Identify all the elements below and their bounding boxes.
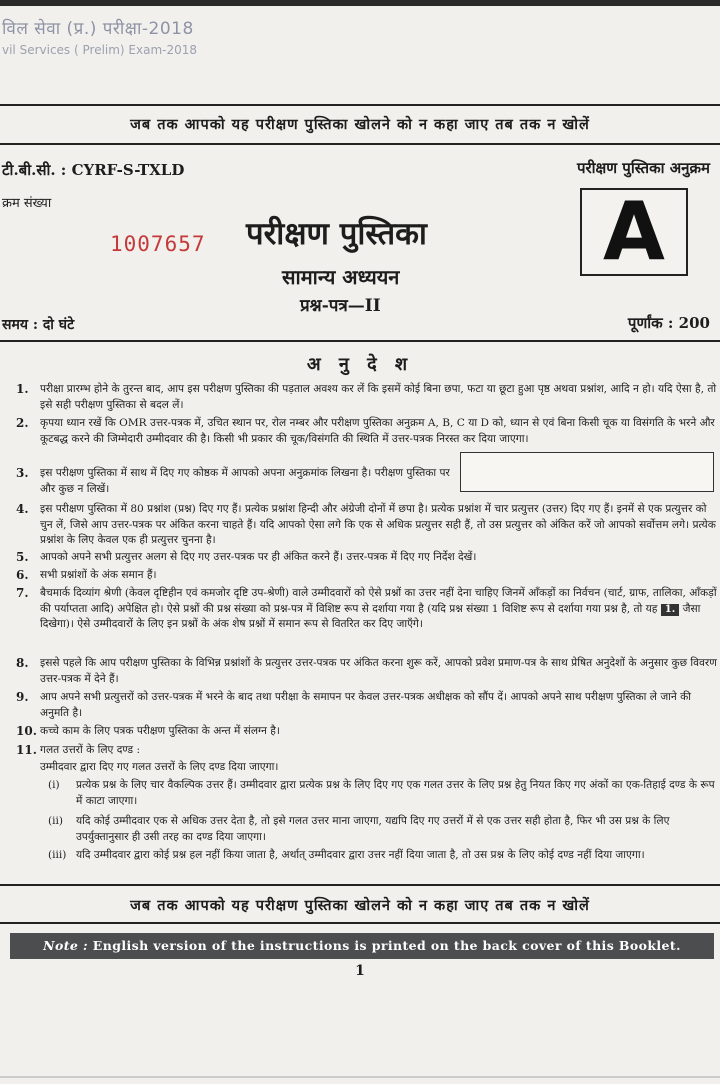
penalty-text: प्रत्येक प्रश्न के लिए चार वैकल्पिक उत्तर हैं। उम्मीदवार द्वारा प्रत्येक प्रश्न के लिए दिए गए एक गलत उत्तर के लिए प्रश्न हेतु नियत किए गए अंकों का एक-तिहाई दण्ड के रूप में काटा जाएगा। xyxy=(76,779,715,807)
booklet-title: परीक्षण पुस्तिका xyxy=(246,216,427,252)
stamp-line-2: vil Services ( Prelim) Exam-2018 xyxy=(2,43,198,57)
instruction-text: इस परीक्षण पुस्तिका में 80 प्रश्नांश (प्रश्न) दिए गए हैं। प्रत्येक प्रश्नांश हिन्दी और अंग्रेजी दोनों में छपा है। प्रत्येक प्रश्नांश में चार प्रत्युत्तर (उत्तर) दिए गए हैं। इनमें से एक प्रत्युत्तर को चुन लें, जिसे आप उत्तर-पत्रक पर अंकित करना चाहते हैं। यदि आपको ऐसा लगे कि एक से अधिक प्रत्युत्तर सही हैं, तो उस प्रत्युत्तर को अंकित करें जो आपको सर्वोत्तम लगे। प्रत्येक प्रश्नांश के लिए केवल एक ही प्रत्युत्तर चुनना है। xyxy=(40,503,716,547)
instruction-text-part: जैसा दिखेगा)। ऐसे उम्मीदवारों के लिए इन प्रश्नों के अंक शेष प्रश्नों में समान रूप से वितरित कर दिए जाएँगे। xyxy=(40,602,701,631)
penalty-number: (ii) xyxy=(48,815,64,827)
note-label: Note : xyxy=(43,938,89,953)
instruction-text xyxy=(40,586,718,633)
penalty-item xyxy=(48,778,718,809)
instruction-number: 4. xyxy=(16,502,29,516)
divider-warning-bottom xyxy=(0,922,720,924)
paper-title: प्रश्न-पत्र—II xyxy=(300,296,381,316)
english-note-banner xyxy=(10,933,714,959)
instruction-text: इससे पहले कि आप परीक्षण पुस्तिका के विभिन्न प्रश्नांशों के प्रत्युत्तर उत्तर-पत्रक पर अंकित करना शुरू करें, आपको प्रवेश प्रमाण-पत्र के साथ प्रेषित अनुदेशों के अनुसार कुछ विवरण उत्तर-पत्रक में देने हैं। xyxy=(40,657,717,685)
divider-top xyxy=(0,104,720,106)
subject-title: सामान्य अध्ययन xyxy=(282,265,400,289)
roll-number-box[interactable] xyxy=(460,452,714,492)
instruction-item xyxy=(16,690,718,721)
instruction-number: 7. xyxy=(16,586,29,600)
instruction-number: 9. xyxy=(16,690,29,704)
exam-stamp xyxy=(2,16,197,57)
instruction-text: परीक्षा प्रारम्भ होने के तुरन्त बाद, आप इस परीक्षण पुस्तिका की पड़ताल अवश्य कर लें कि इसमें कोई बिना छपा, फटा या छूटा हुआ पृष्ठ अथवा प्रश्नांश, आदि न हो। यदि ऐसा है, तो इसे सही परीक्षण पुस्तिका से बदल लें। xyxy=(40,383,717,411)
warning-top: जब तक आपको यह परीक्षण पुस्तिका खोलने को न कहा जाए तब तक न खोलें xyxy=(130,116,590,133)
instruction-item xyxy=(16,550,718,566)
penalty-number: (i) xyxy=(48,779,60,791)
penalty-text: यदि उम्मीदवार द्वारा कोई प्रश्न हल नहीं किया जाता है, अर्थात् उम्मीदवार द्वारा उत्तर नहीं दिया जाता है, तो उस प्रश्न के लिए कोई दण्ड नहीं दिया जाएगा। xyxy=(76,849,645,861)
instruction-item xyxy=(16,743,718,759)
instruction-item xyxy=(16,586,718,633)
instruction-number: 11. xyxy=(16,743,37,757)
instruction-text: इस परीक्षण पुस्तिका में साथ में दिए गए कोष्ठक में आपको अपना अनुक्रमांक लिखना है। परीक्षण पुस्तिका पर और कुछ न लिखें। xyxy=(40,467,450,495)
series-letter: A xyxy=(603,185,665,278)
instruction-text: आपको अपने सभी प्रत्युत्तर अलग से दिए गए उत्तर-पत्रक पर ही अंकित करने हैं। उत्तर-पत्रक में दिए गए निर्देश देखें। xyxy=(40,551,477,563)
note-text: English version of the instructions is printed on the back cover of this Booklet. xyxy=(92,938,681,953)
instruction-item xyxy=(16,656,718,687)
instruction-text: सभी प्रश्नांशों के अंक समान हैं। xyxy=(40,569,157,581)
time-allowed: समय : दो घंटे xyxy=(2,317,75,333)
instruction-number: 5. xyxy=(16,550,29,564)
serial-label: क्रम संख्या xyxy=(2,196,52,211)
tbc-code: टी.बी.सी. : CYRF-S-TXLD xyxy=(2,161,185,179)
instructions-heading: अ नु दे श xyxy=(306,354,414,375)
serial-number: 1007657 xyxy=(110,232,206,256)
series-letter-box xyxy=(580,185,688,278)
instruction-number: 6. xyxy=(16,568,29,582)
penalty-item xyxy=(48,848,718,864)
top-border xyxy=(0,0,720,6)
instruction-number: 2. xyxy=(16,416,29,430)
maximum-marks: पूर्णांक : 200 xyxy=(627,314,710,332)
divider-warning-top xyxy=(0,143,720,145)
instruction-text: गलत उत्तरों के लिए दण्ड : xyxy=(40,744,141,756)
instruction-number: 8. xyxy=(16,656,29,670)
stamp-line-1: विल सेवा (प्र.) परीक्षा-2018 xyxy=(2,19,194,39)
penalty-text: यदि कोई उम्मीदवार एक से अधिक उत्तर देता है, तो इसे गलत उत्तर माना जाएगा, यद्यपि दिए गए उत्तरों में से एक उत्तर सही होता है, फिर भी उस प्रश्न के लिए उपर्युक्तानुसार ही उसी तरह का दण्ड दिया जाएगा। xyxy=(76,815,670,843)
instruction-item xyxy=(16,568,718,584)
divider-instructions xyxy=(0,340,720,342)
instruction-item xyxy=(16,466,456,497)
instruction-number: 10. xyxy=(16,724,37,738)
instruction-item xyxy=(16,502,718,549)
penalty-intro: उम्मीदवार द्वारा दिए गए गलत उत्तरों के लिए दण्ड दिया जाएगा। xyxy=(40,761,279,773)
instruction-text-part: बैचमार्क दिव्यांग श्रेणी (केवल दृष्टिहीन एवं कमजोर दृष्टि उप-श्रेणी) वाले उम्मीदवारों को ऐसे प्रश्नों का उत्तर नहीं देना चाहिए जिनमें आँकड़ों का निर्वचन (चार्ट, ग्राफ, तालिका, आँकड़ों की पर्याप्तता आदि) अपेक्षित हो। ऐसे प्रश्नों की प्रश्न संख्या को प्रश्न-पत्र में विशिष्ट रूप से दर्शाया गया है (यदि प्रश्न संख्या 1 विशिष्ट रूप से दर्शाया गया प्रश्न है, तो यह xyxy=(40,587,717,615)
instruction-text: कृपया ध्यान रखें कि OMR उत्तर-पत्रक में, उचित स्थान पर, रोल नम्बर और परीक्षण पुस्तिका अनुक्रम A, B, C या D को, ध्यान से एवं बिना किसी चूक या विसंगति के भरने और कूटबद्ध करने की जिम्मेदारी उम्मीदवार की है। किसी भी प्रकार की चूक/विसंगति की स्थिति में उत्तर-पत्रक निरस्त कर दिया जाएगा। xyxy=(40,417,715,445)
penalty-item xyxy=(48,814,718,845)
divider-warning-bottom-top xyxy=(0,884,720,886)
instruction-text: कच्चे काम के लिए पत्रक परीक्षण पुस्तिका के अन्त में संलग्न है। xyxy=(40,725,280,737)
penalty-number: (iii) xyxy=(48,849,67,861)
instruction-item xyxy=(16,724,718,740)
instruction-text: आप अपने सभी प्रत्युत्तरों को उत्तर-पत्रक में भरने के बाद तथा परीक्षा के समापन पर केवल उत्तर-पत्रक अधीक्षक को सौंप दें। आपको अपने साथ परीक्षण पुस्तिका ले जाने की अनुमति है। xyxy=(40,691,692,719)
question-marker: 1. xyxy=(661,604,679,616)
instruction-number: 1. xyxy=(16,382,29,396)
page-bottom-edge xyxy=(0,1076,720,1078)
series-label: परीक्षण पुस्तिका अनुक्रम xyxy=(576,159,710,177)
warning-bottom: जब तक आपको यह परीक्षण पुस्तिका खोलने को न कहा जाए तब तक न खोलें xyxy=(130,897,590,914)
instruction-number: 3. xyxy=(16,466,29,480)
instruction-item xyxy=(16,382,718,413)
page-number: 1 xyxy=(355,963,365,979)
instruction-item xyxy=(16,416,718,447)
